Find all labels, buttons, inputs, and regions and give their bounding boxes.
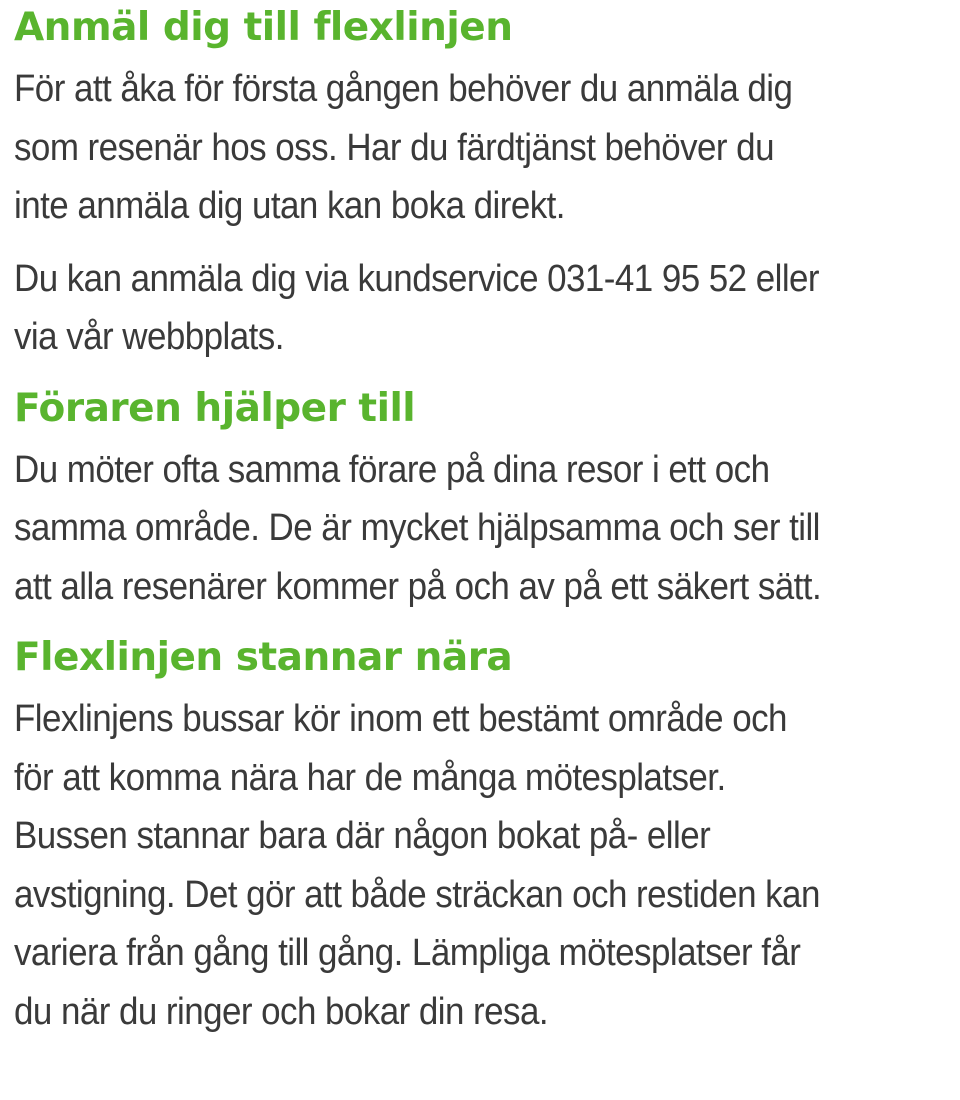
text-line: inte anmäla dig utan kan boka direkt. bbox=[14, 185, 565, 227]
text-line: Du kan anmäla dig via kundservice 031-41 95 52 eller bbox=[14, 257, 820, 300]
text-line: Flexlinjens bussar kör inom ett bestämt område och bbox=[14, 698, 787, 740]
paragraph-stops bbox=[14, 690, 952, 1041]
text-line: via vår webbplats. bbox=[14, 316, 284, 358]
spacer bbox=[14, 236, 954, 250]
paragraph-register-contact bbox=[14, 250, 952, 367]
text-line: samma område. De är mycket hjälpsamma och ser till bbox=[14, 507, 820, 549]
text-line: avstigning. Det gör att både sträckan och restiden kan bbox=[14, 873, 820, 916]
section-driver bbox=[14, 381, 954, 617]
paragraph-register-intro bbox=[14, 60, 952, 236]
text-line: du när du ringer och bokar din resa. bbox=[14, 990, 549, 1033]
spacer bbox=[14, 367, 954, 381]
document-page bbox=[14, 0, 954, 1041]
text-line: som resenär hos oss. Har du färdtjänst behöver du bbox=[14, 126, 774, 169]
text-line: att alla resenärer kommer på och av på ett säkert sätt. bbox=[14, 565, 822, 608]
section-stops bbox=[14, 630, 954, 1041]
text-line: Bussen stannar bara där någon bokat på- eller bbox=[14, 815, 711, 857]
heading-driver: Föraren hjälper till bbox=[14, 385, 416, 431]
text-line: Du möter ofta samma förare på dina resor i ett och bbox=[14, 448, 770, 491]
heading-register: Anmäl dig till flexlinjen bbox=[14, 5, 513, 50]
paragraph-driver bbox=[14, 441, 952, 617]
text-line: för att komma nära har de många mötesplatser. bbox=[14, 756, 726, 799]
text-line: variera från gång till gång. Lämpliga mötesplatser får bbox=[14, 932, 801, 974]
text-line: För att åka för första gången behöver du anmäla dig bbox=[14, 68, 793, 110]
heading-stops: Flexlinjen stannar nära bbox=[14, 635, 513, 680]
section-register bbox=[14, 0, 954, 367]
spacer bbox=[14, 616, 954, 630]
